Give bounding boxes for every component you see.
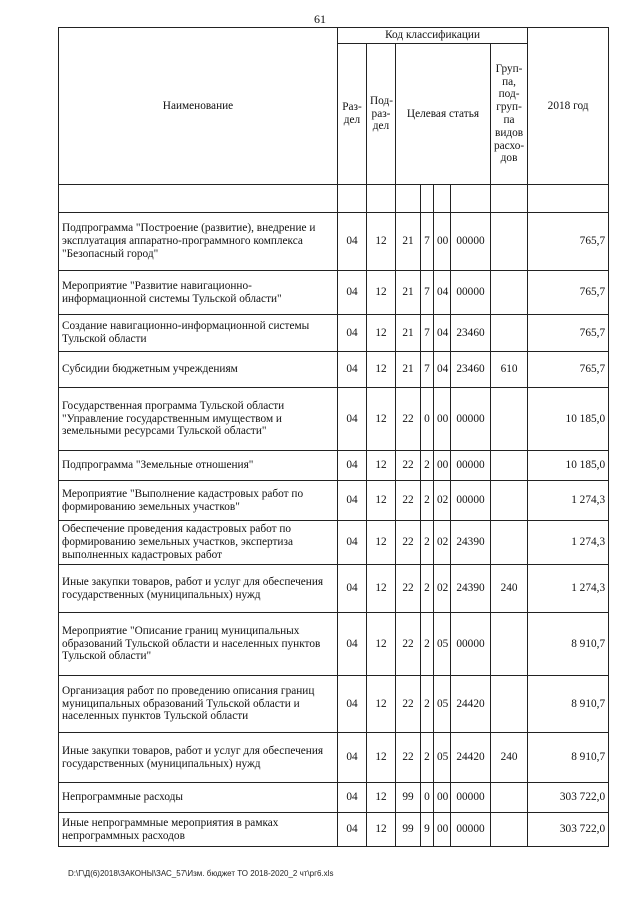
target-code-event: 04 (434, 271, 451, 315)
section-code: 04 (338, 481, 367, 521)
target-code-direction: 24390 (451, 565, 491, 613)
target-code-subprogram: 2 (421, 451, 434, 481)
subsection-code: 12 (367, 676, 396, 733)
header-subsection: Под- раз- дел (367, 44, 396, 185)
section-code: 04 (338, 676, 367, 733)
expense-type-code (491, 676, 528, 733)
subsection-code: 12 (367, 451, 396, 481)
subsection-code: 12 (367, 315, 396, 352)
section-code: 04 (338, 813, 367, 847)
subsection-code: 12 (367, 783, 396, 813)
table-row (59, 813, 609, 847)
table-row (59, 315, 609, 352)
row-name: Организация работ по проведению описания границ муниципальных образований Тульской области и населенных пунктов Тульской области (59, 676, 338, 733)
table-row (59, 783, 609, 813)
spacer-cell (528, 185, 609, 213)
row-name: Государственная программа Тульской области "Управление государственным имуществом и земельными ресурсами Тульской области" (59, 388, 338, 451)
table-row (59, 733, 609, 783)
header-section: Раз- дел (338, 44, 367, 185)
table-row (59, 352, 609, 388)
amount-2018: 303 722,0 (528, 813, 609, 847)
target-code-subprogram: 2 (421, 521, 434, 565)
table-row (59, 388, 609, 451)
target-code-event: 00 (434, 783, 451, 813)
spacer-cell (59, 185, 338, 213)
target-code-event: 00 (434, 388, 451, 451)
expense-type-code (491, 813, 528, 847)
row-name: Мероприятие "Выполнение кадастровых работ по формированию земельных участков" (59, 481, 338, 521)
target-code-program: 22 (396, 481, 421, 521)
expense-type-code: 240 (491, 565, 528, 613)
target-code-direction: 24420 (451, 733, 491, 783)
spacer-cell (491, 185, 528, 213)
target-code-subprogram: 2 (421, 676, 434, 733)
target-code-program: 21 (396, 213, 421, 271)
expense-type-code (491, 315, 528, 352)
amount-2018: 8 910,7 (528, 613, 609, 676)
header-target-item: Целевая статья (396, 44, 491, 185)
amount-2018: 765,7 (528, 352, 609, 388)
target-code-direction: 00000 (451, 451, 491, 481)
amount-2018: 765,7 (528, 315, 609, 352)
table-row (59, 521, 609, 565)
spacer-cell (451, 185, 491, 213)
amount-2018: 303 722,0 (528, 783, 609, 813)
target-code-program: 99 (396, 783, 421, 813)
spacer-cell (338, 185, 367, 213)
section-code: 04 (338, 733, 367, 783)
amount-2018: 1 274,3 (528, 565, 609, 613)
target-code-subprogram: 7 (421, 271, 434, 315)
target-code-event: 02 (434, 521, 451, 565)
subsection-code: 12 (367, 352, 396, 388)
subsection-code: 12 (367, 613, 396, 676)
expense-type-code (491, 451, 528, 481)
target-code-subprogram: 2 (421, 565, 434, 613)
expense-type-code (491, 481, 528, 521)
table-row (59, 271, 609, 315)
target-code-program: 21 (396, 315, 421, 352)
table-row (59, 451, 609, 481)
target-code-subprogram: 7 (421, 213, 434, 271)
amount-2018: 1 274,3 (528, 481, 609, 521)
subsection-code: 12 (367, 733, 396, 783)
subsection-code: 12 (367, 813, 396, 847)
target-code-program: 22 (396, 388, 421, 451)
expense-type-code (491, 521, 528, 565)
target-code-event: 04 (434, 315, 451, 352)
table-row (59, 481, 609, 521)
target-code-direction: 00000 (451, 481, 491, 521)
section-code: 04 (338, 352, 367, 388)
expense-type-code (491, 271, 528, 315)
target-code-event: 02 (434, 565, 451, 613)
section-code: 04 (338, 783, 367, 813)
expense-type-code (491, 783, 528, 813)
page-number: 61 (314, 12, 326, 26)
row-name: Иные закупки товаров, работ и услуг для обеспечения государственных (муниципальных) нужд (59, 733, 338, 783)
target-code-direction: 00000 (451, 213, 491, 271)
row-name: Непрограммные расходы (59, 783, 338, 813)
subsection-code: 12 (367, 213, 396, 271)
target-code-direction: 23460 (451, 315, 491, 352)
row-name: Подпрограмма "Построение (развитие), внедрение и эксплуатация аппаратно-программного комплекса "Безопасный город" (59, 213, 338, 271)
expense-type-code (491, 388, 528, 451)
target-code-program: 22 (396, 733, 421, 783)
budget-table (58, 27, 609, 847)
expense-type-code (491, 213, 528, 271)
header-row-top (59, 28, 609, 44)
spacer-cell (434, 185, 451, 213)
expense-type-code (491, 613, 528, 676)
row-name: Иные закупки товаров, работ и услуг для обеспечения государственных (муниципальных) нужд (59, 565, 338, 613)
target-code-program: 21 (396, 271, 421, 315)
target-code-event: 00 (434, 213, 451, 271)
table-row (59, 676, 609, 733)
subsection-code: 12 (367, 481, 396, 521)
expense-type-code: 610 (491, 352, 528, 388)
target-code-direction: 00000 (451, 783, 491, 813)
amount-2018: 1 274,3 (528, 521, 609, 565)
target-code-event: 04 (434, 352, 451, 388)
target-code-subprogram: 7 (421, 315, 434, 352)
target-code-event: 05 (434, 733, 451, 783)
header-expense-group: Груп- па, под- груп- па видов расхо- дов (491, 44, 528, 185)
target-code-program: 22 (396, 521, 421, 565)
table-row (59, 613, 609, 676)
section-code: 04 (338, 451, 367, 481)
target-code-program: 22 (396, 451, 421, 481)
target-code-direction: 00000 (451, 388, 491, 451)
header-year: 2018 год (528, 28, 609, 185)
row-name: Обеспечение проведения кадастровых работ по формированию земельных участков, экспертиза выполненных кадастровых работ (59, 521, 338, 565)
amount-2018: 8 910,7 (528, 676, 609, 733)
target-code-event: 02 (434, 481, 451, 521)
section-code: 04 (338, 388, 367, 451)
subsection-code: 12 (367, 388, 396, 451)
section-code: 04 (338, 521, 367, 565)
subsection-code: 12 (367, 271, 396, 315)
target-code-program: 99 (396, 813, 421, 847)
row-name: Субсидии бюджетным учреждениям (59, 352, 338, 388)
row-name: Подпрограмма "Земельные отношения" (59, 451, 338, 481)
row-name: Мероприятие "Развитие навигационно-информационной системы Тульской области" (59, 271, 338, 315)
subsection-code: 12 (367, 565, 396, 613)
table-row (59, 213, 609, 271)
section-code: 04 (338, 315, 367, 352)
amount-2018: 10 185,0 (528, 388, 609, 451)
spacer-cell (367, 185, 396, 213)
target-code-direction: 00000 (451, 813, 491, 847)
target-code-direction: 00000 (451, 271, 491, 315)
target-code-subprogram: 2 (421, 481, 434, 521)
target-code-direction: 23460 (451, 352, 491, 388)
amount-2018: 10 185,0 (528, 451, 609, 481)
section-code: 04 (338, 565, 367, 613)
target-code-program: 22 (396, 565, 421, 613)
target-code-direction: 00000 (451, 613, 491, 676)
row-name: Иные непрограммные мероприятия в рамках непрограммных расходов (59, 813, 338, 847)
amount-2018: 8 910,7 (528, 733, 609, 783)
spacer-cell (396, 185, 421, 213)
target-code-program: 21 (396, 352, 421, 388)
spacer-cell (421, 185, 434, 213)
subsection-code: 12 (367, 521, 396, 565)
target-code-event: 00 (434, 813, 451, 847)
amount-2018: 765,7 (528, 271, 609, 315)
row-name: Создание навигационно-информационной системы Тульской области (59, 315, 338, 352)
header-classification: Код классификации (338, 28, 528, 44)
target-code-event: 05 (434, 676, 451, 733)
section-code: 04 (338, 613, 367, 676)
target-code-subprogram: 7 (421, 352, 434, 388)
target-code-subprogram: 2 (421, 613, 434, 676)
target-code-event: 00 (434, 451, 451, 481)
header-name: Наименование (59, 28, 338, 185)
target-code-event: 05 (434, 613, 451, 676)
target-code-subprogram: 2 (421, 733, 434, 783)
expense-type-code: 240 (491, 733, 528, 783)
target-code-subprogram: 0 (421, 783, 434, 813)
row-name: Мероприятие "Описание границ муниципальных образований Тульской области и населенных пунктов Тульской области" (59, 613, 338, 676)
target-code-program: 22 (396, 613, 421, 676)
spacer-row (59, 185, 609, 213)
amount-2018: 765,7 (528, 213, 609, 271)
target-code-subprogram: 9 (421, 813, 434, 847)
section-code: 04 (338, 213, 367, 271)
target-code-subprogram: 0 (421, 388, 434, 451)
target-code-direction: 24390 (451, 521, 491, 565)
target-code-program: 22 (396, 676, 421, 733)
target-code-direction: 24420 (451, 676, 491, 733)
table-row (59, 565, 609, 613)
section-code: 04 (338, 271, 367, 315)
file-path-footer: D:\Г\Д(6)2018\ЗАКОНЫ\ЗАС_57\Изм. бюджет ТО 2018-2020_2 чт\рг6.xls (68, 869, 334, 878)
